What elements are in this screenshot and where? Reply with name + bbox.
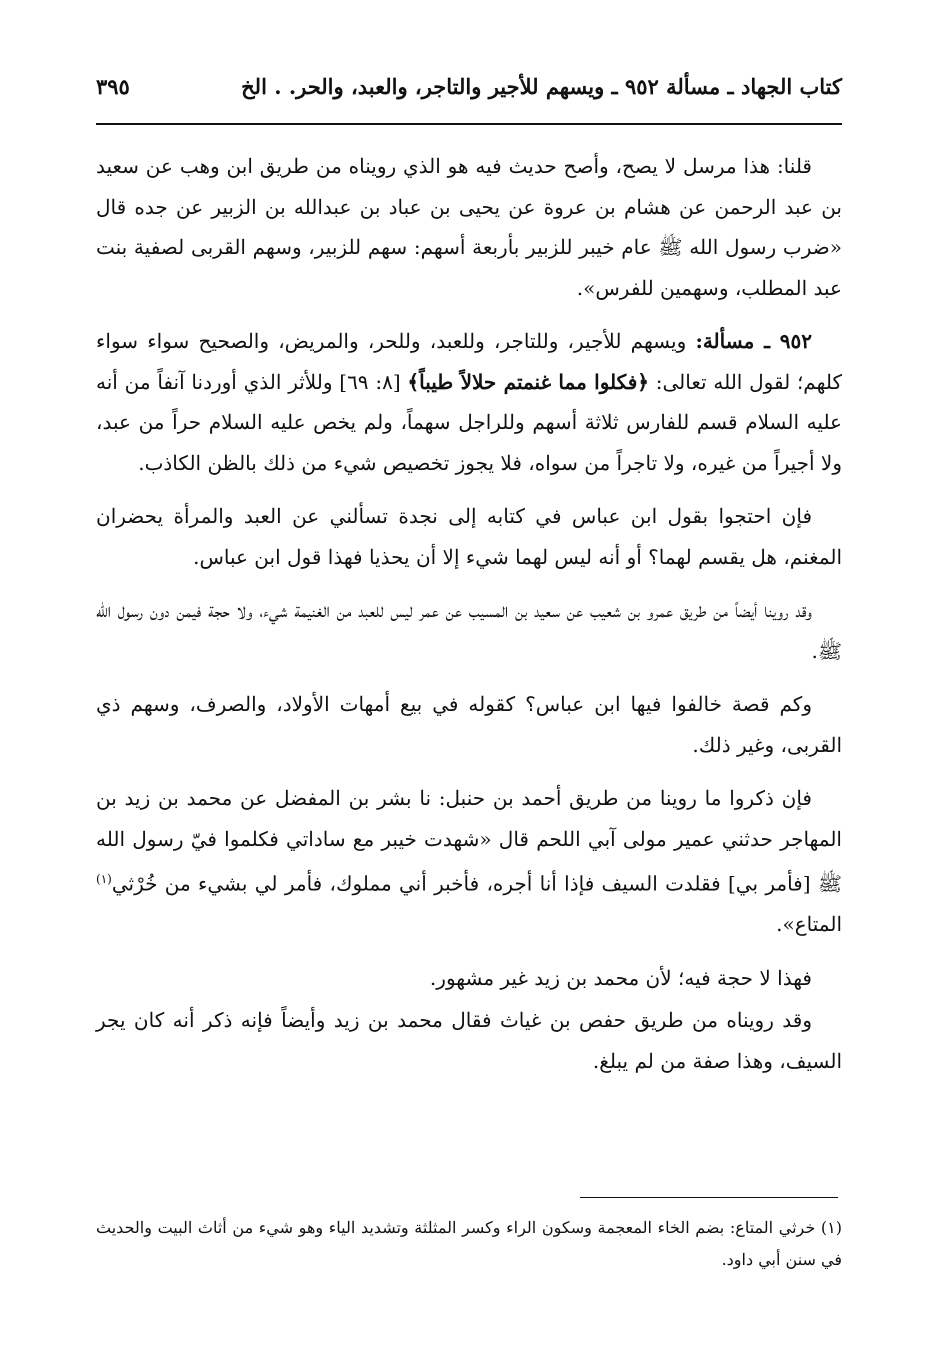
paragraph-8: وقد رويناه من طريق حفص بن غياث فقال محمد بن زيد وأيضاً فإنه ذكر أنه كان يجر السيف، وهذا صفة من لم يبلغ. <box>96 1008 842 1073</box>
issue-text-part-2: [٨: ٦٩] وللأثر الذي أوردنا آنفاً من أنه عليه السلام قسم للفارس ثلاثة أسهم وللراجل سهماً، ولم يخص عليه السلام حراً من عبد، ولا أجيراً من غيره، ولا تاجراً من سواه، فلا يجوز تخصيص شيء من ذلك بالظن الكاذب. <box>96 369 842 475</box>
paragraph-6 <box>96 778 842 945</box>
footnotes <box>96 1212 842 1276</box>
paragraph-3: فإن احتجوا بقول ابن عباس في كتابه إلى نجدة تسألني عن العبد والمرأة يحضران المغنم، هل يقسم لهما؟ أو أنه ليس لهما شيء إلا أن يحذيا فهذا قول ابن عباس. <box>96 504 842 569</box>
paragraph-6-end: المتاع». <box>776 912 842 937</box>
paragraph-issue-952 <box>96 321 842 483</box>
quran-verse: ﴿فكلوا مما غنمتم حلالاً طيباً﴾ <box>407 369 649 394</box>
header-divider <box>96 123 842 125</box>
footnote-1: (١) خرثي المتاع: بضم الخاء المعجمة وسكون الراء وكسر المثلثة وتشديد الياء وهو شيء من أثاث البيت والحديث في سنن أبي داود. <box>96 1218 842 1269</box>
footnote-divider <box>580 1197 838 1198</box>
page-header <box>96 72 842 116</box>
issue-text-part-1: ويسهم للأجير، وللتاجر، وللعبد، وللحر، والمريض، والصحيح سواء سواء كلهم؛ لقول الله تعالى: <box>96 329 842 394</box>
paragraph-5: وكم قصة خالفوا فيها ابن عباس؟ كقوله في بيع أمهات الأولاد، والصرف، وسهم ذي القربى، وغير ذلك. <box>96 692 842 757</box>
footnote-marker: (١) <box>96 872 112 886</box>
paragraph-7: فهذا لا حجة فيه؛ لأن محمد بن زيد غير مشهور. <box>429 965 812 990</box>
main-text <box>96 146 842 1094</box>
paragraph-1: قلنا: هذا مرسل لا يصح، وأصح حديث فيه هو الذي رويناه من طريق ابن وهب عن سعيد بن عبد الرحمن عن هشام بن عروة عن يحيى بن عباد بن عبدالله بن الزبير عن جده قال «ضرب رسول الله ﷺ عام خيبر للزبير بأربعة أسهم: سهم للزبير، وسهم القربى لصفية بنت عبد المطلب، وسهمين للفرس». <box>96 154 842 300</box>
issue-heading: ٩٥٢ ـ مسألة: <box>695 329 812 353</box>
running-title: كتاب الجهاد ـ مسألة ٩٥٢ ـ ويسهم للأجير والتاجر، والعبد، والحر. . الخ <box>241 74 842 99</box>
paragraph-6-text: فإن ذكروا ما روينا من طريق أحمد بن حنبل: نا بشر بن المفضل عن محمد بن زيد بن المهاجر حدثني عمير مولى آبي اللحم قال «شهدت خيبر مع ساداتي فكلموا فيّ رسول الله ﷺ [فأمر بي] فقلدت السيف فإذا أنا أجره، فأخبر أني مملوك، فأمر لي بشيء من خُرْثي <box>96 786 842 896</box>
paragraph-4: وقد روينا أيضاً من طريق عمرو بن شعيب عن سعيد بن المسيب عن عمر ليس للعبد من الغنيمة شيء، ولا حجة فيمن دون رسول الله ﷺ. <box>96 598 842 663</box>
page-number: ٣٩٥ <box>96 74 130 99</box>
